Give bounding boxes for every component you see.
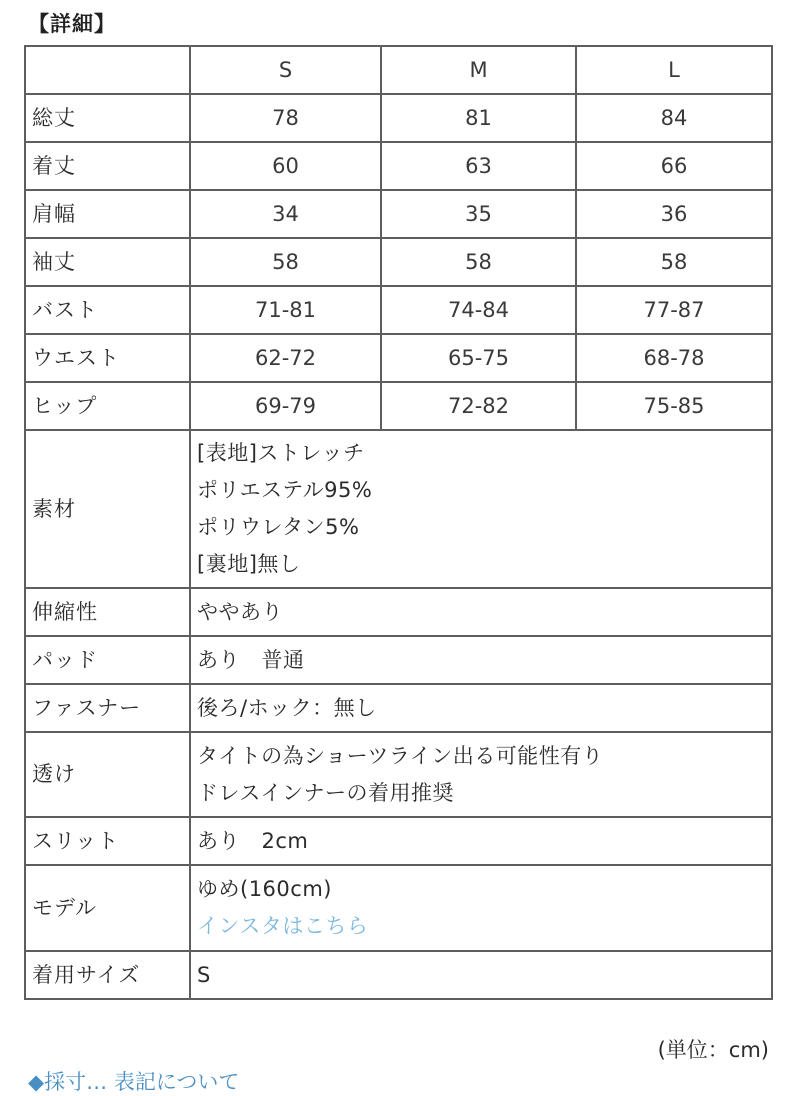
detail-cell: [190, 865, 772, 951]
row-label: ファスナー: [25, 684, 190, 732]
value-cell: 58: [190, 238, 381, 286]
row-label: ヒップ: [25, 382, 190, 430]
detail-line: ポリエステル95%: [197, 478, 373, 502]
detail-cell: ややあり: [190, 588, 772, 636]
value-cell: 36: [576, 190, 772, 238]
value-cell: 77-87: [576, 286, 772, 334]
value-cell: 69-79: [190, 382, 381, 430]
row-label: モデル: [25, 865, 190, 951]
detail-line: ゆめ(160cm): [197, 877, 332, 901]
value-cell: 60: [190, 142, 381, 190]
size-header-m: M: [381, 46, 576, 94]
row-label: 着丈: [25, 142, 190, 190]
table-row-slit: [25, 817, 772, 865]
table-row: [25, 286, 772, 334]
value-cell: 68-78: [576, 334, 772, 382]
value-cell: 58: [381, 238, 576, 286]
table-row-sheer: [25, 732, 772, 817]
detail-line: タイトの為ショーツライン出る可能性有り: [197, 743, 604, 768]
row-label: 透け: [25, 732, 190, 817]
row-label: パッド: [25, 636, 190, 684]
table-row: [25, 142, 772, 190]
row-label: バスト: [25, 286, 190, 334]
value-cell: 78: [190, 94, 381, 142]
row-label: 総丈: [25, 94, 190, 142]
detail-line: [裏地]無し: [197, 552, 301, 576]
detail-cell: S: [190, 951, 772, 999]
table-row: [25, 382, 772, 430]
detail-line: ドレスインナーの着用推奨: [197, 780, 454, 805]
detail-cell: [190, 430, 772, 588]
row-label: ウエスト: [25, 334, 190, 382]
value-cell: 81: [381, 94, 576, 142]
value-cell: 84: [576, 94, 772, 142]
value-cell: 58: [576, 238, 772, 286]
table-row: [25, 334, 772, 382]
row-label: スリット: [25, 817, 190, 865]
value-cell: 65-75: [381, 334, 576, 382]
detail-cell: [190, 732, 772, 817]
detail-cell: あり 普通: [190, 636, 772, 684]
detail-line: ポリウレタン5%: [197, 515, 360, 539]
detail-line: [表地]ストレッチ: [197, 441, 365, 465]
value-cell: 75-85: [576, 382, 772, 430]
row-label: 肩幅: [25, 190, 190, 238]
table-row: [25, 190, 772, 238]
value-cell: 74-84: [381, 286, 576, 334]
detail-cell: 後ろ/ホック：無し: [190, 684, 772, 732]
detail-cell: あり 2cm: [190, 817, 772, 865]
measurement-notes-link[interactable]: ◆採寸… 表記について: [28, 1070, 240, 1094]
row-label: 着用サイズ: [25, 951, 190, 999]
value-cell: 63: [381, 142, 576, 190]
table-row-stretch: [25, 588, 772, 636]
table-row-material: [25, 430, 772, 588]
table-row-worn-size: [25, 951, 772, 999]
table-row: [25, 94, 772, 142]
value-cell: 62-72: [190, 334, 381, 382]
table-row-model: [25, 865, 772, 951]
table-row-fastener: [25, 684, 772, 732]
value-cell: 35: [381, 190, 576, 238]
section-heading: 【詳細】: [28, 12, 116, 36]
row-label: 素材: [25, 430, 190, 588]
corner-cell: [25, 46, 190, 94]
table-row: [25, 238, 772, 286]
instagram-link[interactable]: インスタはこちら: [197, 914, 369, 938]
value-cell: 72-82: [381, 382, 576, 430]
size-header-l: L: [576, 46, 772, 94]
size-spec-table: [24, 45, 773, 1000]
size-header-s: S: [190, 46, 381, 94]
value-cell: 71-81: [190, 286, 381, 334]
size-header-row: [25, 46, 772, 94]
row-label: 袖丈: [25, 238, 190, 286]
value-cell: 34: [190, 190, 381, 238]
value-cell: 66: [576, 142, 772, 190]
row-label: 伸縮性: [25, 588, 190, 636]
unit-note: (単位：cm): [657, 1038, 769, 1062]
table-row-pad: [25, 636, 772, 684]
